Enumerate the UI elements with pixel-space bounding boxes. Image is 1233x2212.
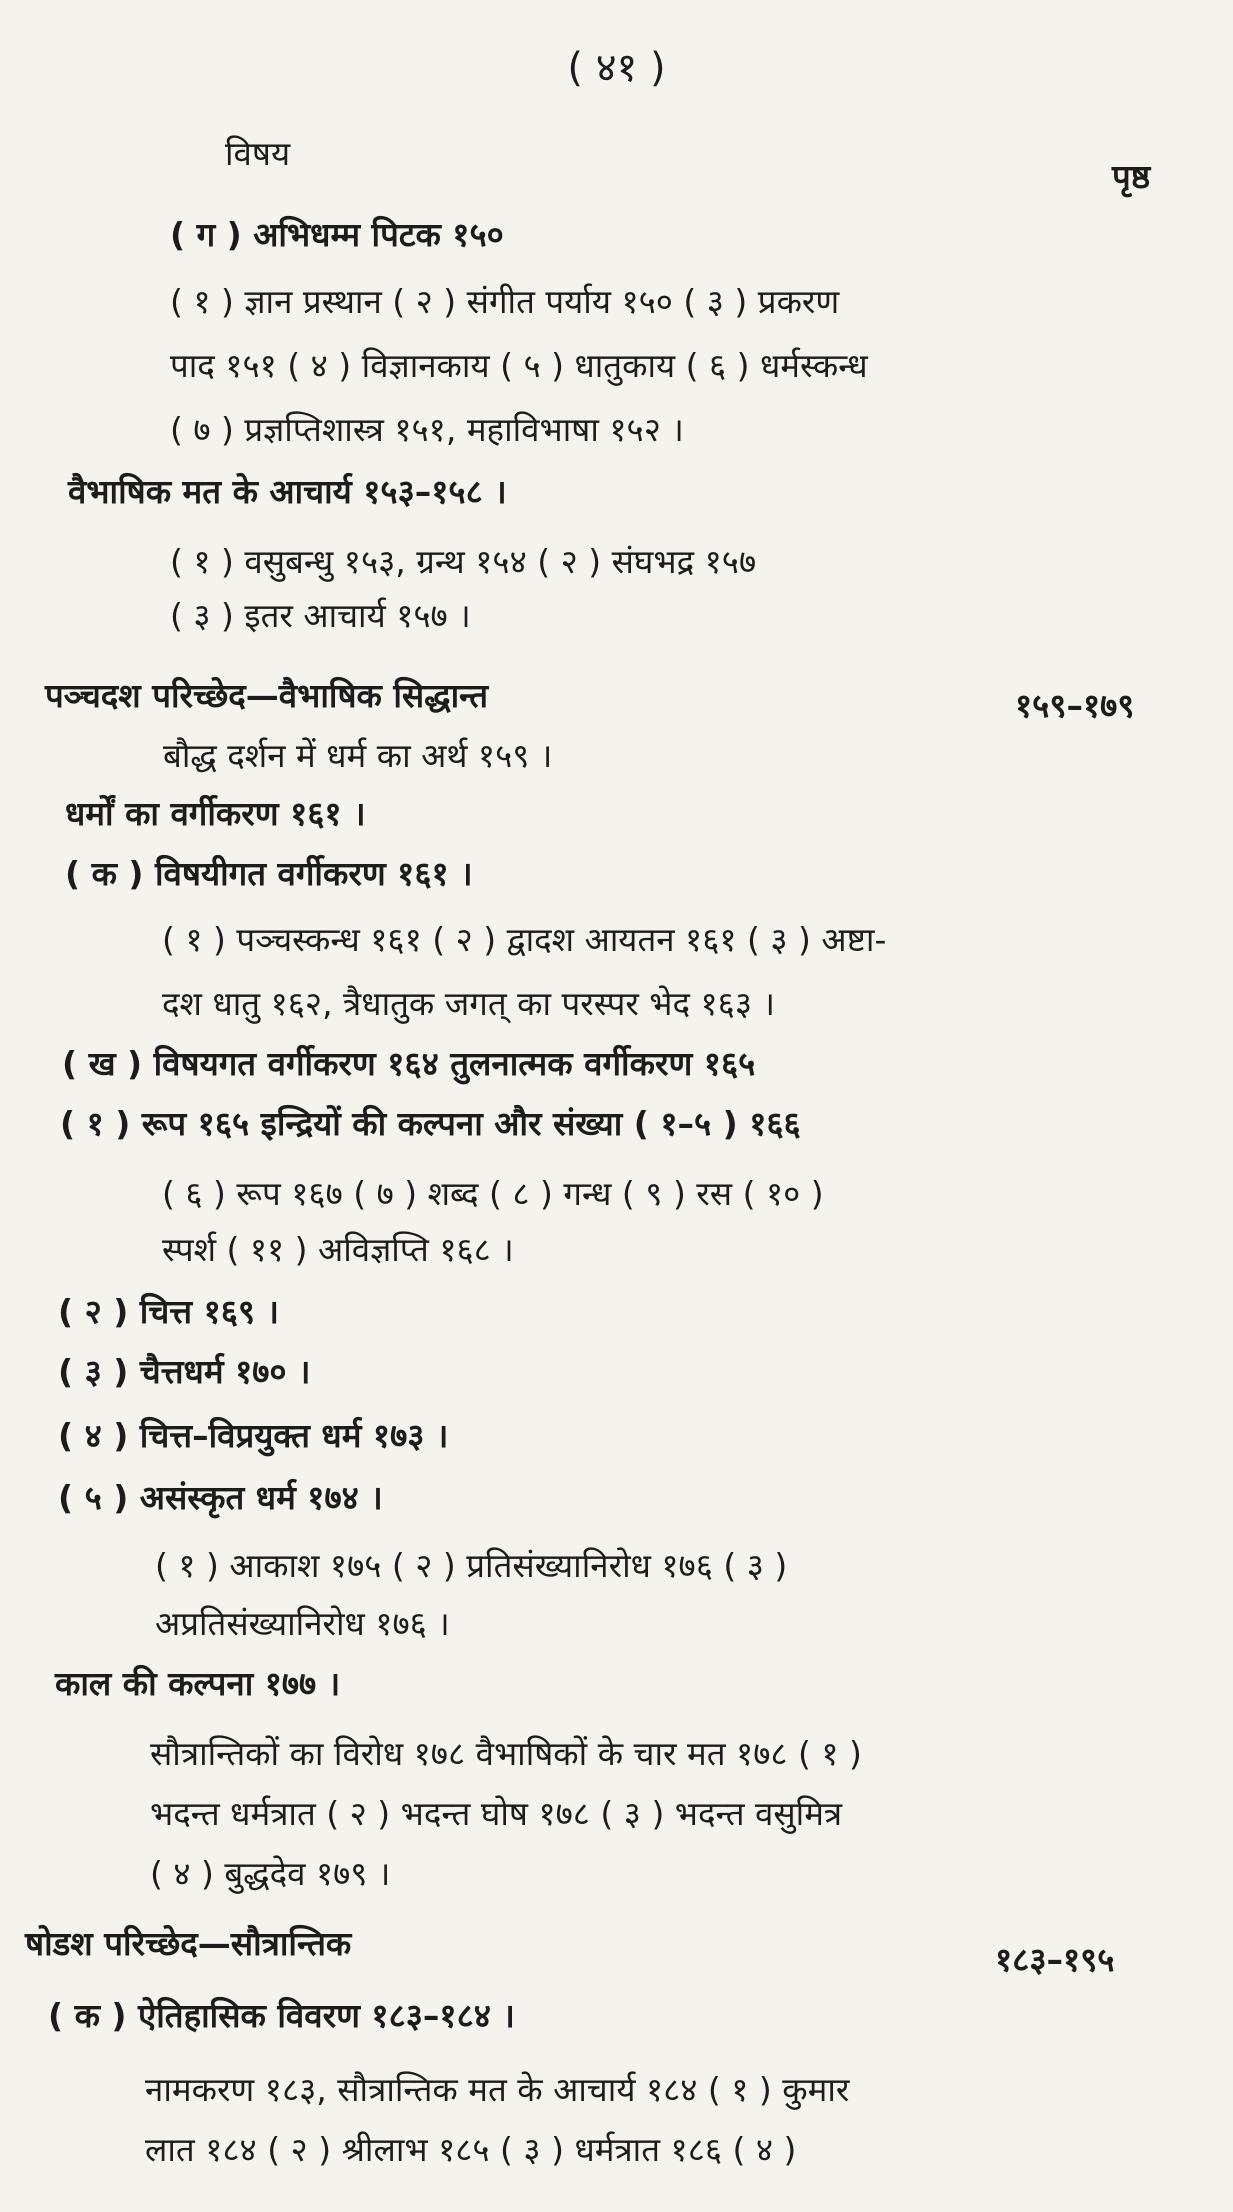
toc-entry: अप्रतिसंख्यानिरोध १७६ । [155,1604,450,1643]
toc-section: ( क ) विषयीगत वर्गीकरण १६१ । [65,854,473,893]
toc-entry: भदन्त धर्मत्रात ( २ ) भदन्त घोष १७८ ( ३ ) भदन्त वसुमित्र [150,1794,843,1833]
toc-section: ( ५ ) असंस्कृत धर्म १७४ । [58,1478,383,1517]
toc-section: काल की कल्पना १७७ । [55,1664,341,1703]
toc-entry: ( १ ) ज्ञान प्रस्थान ( २ ) संगीत पर्याय १५० ( ३ ) प्रकरण [170,282,840,321]
toc-entry: ( ग ) अभिधम्म पिटक १५० [170,215,504,254]
chapter-page-range: १५९–१७९ [1015,686,1135,725]
toc-entry: ( ६ ) रूप १६७ ( ७ ) शब्द ( ८ ) गन्ध ( ९ ) रस ( १० ) [162,1174,824,1213]
toc-entry: ( १ ) आकाश १७५ ( २ ) प्रतिसंख्यानिरोध १७६ ( ३ ) [155,1546,788,1585]
toc-entry: स्पर्श ( ११ ) अविज्ञप्ति १६८ । [162,1230,514,1269]
toc-entry: पाद १५१ ( ४ ) विज्ञानकाय ( ५ ) धातुकाय ( ६ ) धर्मस्कन्ध [170,346,868,385]
toc-section: ( २ ) चित्त १६९ । [58,1292,280,1331]
toc-entry: दश धातु १६२, त्रैधातुक जगत् का परस्पर भेद १६३ । [162,984,775,1023]
toc-section: ( ३ ) चैत्तधर्म १७० । [58,1352,311,1391]
page-number: ( ४१ ) [567,45,666,91]
toc-section: वैभाषिक मत के आचार्य १५३–१५८ । [68,472,507,511]
column-heading-page: पृष्ठ [1112,157,1151,196]
toc-entry: ( ७ ) प्रज्ञप्तिशास्त्र १५१, महाविभाषा १५२ । [170,410,684,449]
toc-entry: ( १ ) वसुबन्धु १५३, ग्रन्थ १५४ ( २ ) संघभद्र १५७ [170,542,757,581]
toc-section: ( ४ ) चित्त–विप्रयुक्त धर्म १७३ । [58,1416,449,1455]
column-heading-subject: विषय [225,134,291,173]
toc-section: ( ख ) विषयगत वर्गीकरण १६४ तुलनात्मक वर्गीकरण १६५ [62,1044,756,1083]
toc-entry: ( १ ) पञ्चस्कन्ध १६१ ( २ ) द्वादश आयतन १६१ ( ३ ) अष्टा- [162,920,887,959]
toc-section: धर्मों का वर्गीकरण १६१ । [65,794,366,833]
toc-section: ( १ ) रूप १६५ इन्द्रियों की कल्पना और संख्या ( १–५ ) १६६ [60,1104,801,1143]
toc-entry: बौद्ध दर्शन में धर्म का अर्थ १५९ । [163,736,553,775]
toc-entry: नामकरण १८३, सौत्रान्तिक मत के आचार्य १८४ ( १ ) कुमार [145,2070,850,2109]
chapter-heading: पञ्चदश परिच्छेद—वैभाषिक सिद्धान्त [45,676,489,715]
toc-entry: ( ४ ) बुद्धदेव १७९ । [150,1854,391,1893]
toc-entry: लात १८४ ( २ ) श्रीलाभ १८५ ( ३ ) धर्मत्रात १८६ ( ४ ) [145,2130,797,2169]
chapter-heading: षोडश परिच्छेद—सौत्रान्तिक [25,1924,352,1963]
toc-section: ( क ) ऐतिहासिक विवरण १८३–१८४ । [48,1996,515,2035]
toc-entry: ( ३ ) इतर आचार्य १५७ । [170,596,471,635]
chapter-page-range: १८३–१९५ [995,1940,1115,1979]
toc-entry: सौत्रान्तिकों का विरोध १७८ वैभाषिकों के चार मत १७८ ( १ ) [150,1734,862,1773]
